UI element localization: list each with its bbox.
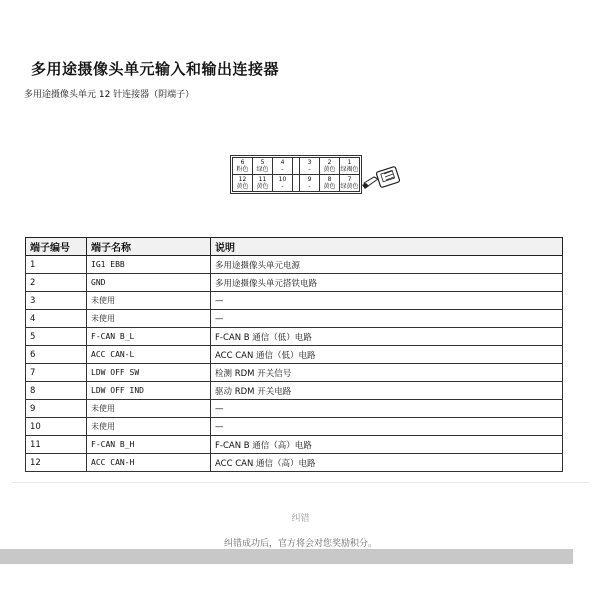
terminal-number: 9	[26, 400, 87, 418]
terminal-description: —	[211, 292, 563, 310]
terminal-name: LDW OFF SW	[87, 364, 211, 382]
table-row	[26, 382, 563, 400]
connector-pin: 11 黄色	[253, 175, 273, 192]
connector-plug-icon	[360, 159, 406, 195]
terminal-description: 多用途摄像头单元搭铁电路	[211, 274, 563, 292]
terminal-description: —	[211, 310, 563, 328]
connector-pin: 2 黄色	[320, 158, 340, 175]
terminal-description: ACC CAN 通信（高）电路	[211, 454, 563, 472]
terminal-description: —	[211, 418, 563, 436]
table-row	[26, 274, 563, 292]
connector-pin: 10 -	[273, 175, 293, 192]
terminal-name: ACC CAN-L	[87, 346, 211, 364]
terminal-description: —	[211, 400, 563, 418]
column-header: 端子编号	[26, 238, 87, 256]
terminal-name: 未使用	[87, 292, 211, 310]
terminal-number: 2	[26, 274, 87, 292]
terminal-number: 7	[26, 364, 87, 382]
connector-key-gap	[293, 158, 300, 175]
terminal-name: 未使用	[87, 418, 211, 436]
bottom-gray-bar	[0, 549, 573, 564]
terminal-description: F-CAN B 通信（低）电路	[211, 328, 563, 346]
terminal-name: F-CAN B_H	[87, 436, 211, 454]
connector-top-row	[233, 158, 360, 175]
page-title: 多用途摄像头单元输入和输出连接器	[31, 60, 280, 78]
terminal-number: 6	[26, 346, 87, 364]
connector-pin: 12 黄色	[233, 175, 253, 192]
terminal-number: 1	[26, 256, 87, 274]
terminal-description: ACC CAN 通信（低）电路	[211, 346, 563, 364]
connector-pin: 6 粉色	[233, 158, 253, 175]
terminal-name: 未使用	[87, 310, 211, 328]
terminal-name: ACC CAN-H	[87, 454, 211, 472]
connector-bottom-row	[233, 175, 360, 192]
page-subtitle: 多用途摄像头单元 12 针连接器（阴端子）	[24, 90, 195, 100]
terminal-name: LDW OFF IND	[87, 382, 211, 400]
terminal-number: 12	[26, 454, 87, 472]
connector-pin: 5 绿色	[253, 158, 273, 175]
terminal-name: IG1 EBB	[87, 256, 211, 274]
table-row	[26, 292, 563, 310]
table-row	[26, 400, 563, 418]
section-divider	[12, 482, 589, 483]
table-row	[26, 256, 563, 274]
terminal-number: 10	[26, 418, 87, 436]
connector-pin: 4 -	[273, 158, 293, 175]
connector-diagram	[230, 155, 362, 194]
table-header-row	[26, 238, 563, 256]
connector-pin: 1 绿褐色	[340, 159, 359, 173]
table-row	[26, 346, 563, 364]
terminal-description: 驱动 RDM 开关电路	[211, 382, 563, 400]
terminal-name: F-CAN B_L	[87, 328, 211, 346]
column-header: 说明	[211, 238, 563, 256]
connector-pin: 3 -	[300, 158, 320, 175]
connector-key-gap	[293, 175, 300, 192]
terminal-description: 多用途摄像头单元电源	[211, 256, 563, 274]
terminal-name: GND	[87, 274, 211, 292]
terminal-description: F-CAN B 通信（高）电路	[211, 436, 563, 454]
table-row	[26, 364, 563, 382]
terminal-name: 未使用	[87, 400, 211, 418]
terminal-number: 3	[26, 292, 87, 310]
terminal-number: 5	[26, 328, 87, 346]
terminal-description: 检测 RDM 开关信号	[211, 364, 563, 382]
table-row	[26, 436, 563, 454]
report-error-link[interactable]: 纠错	[291, 514, 310, 524]
table-row	[26, 328, 563, 346]
terminal-number: 4	[26, 310, 87, 328]
terminal-number: 11	[26, 436, 87, 454]
connector-pin-grid	[232, 157, 360, 192]
connector-pin: 9 -	[300, 175, 320, 192]
connector-pin: 8 黄色	[320, 175, 340, 192]
connector-pin: 7 绿黄色	[340, 176, 359, 190]
table-row	[26, 418, 563, 436]
report-error-note: 纠错成功后，官方将会对您奖励积分。	[223, 539, 377, 549]
column-header: 端子名称	[87, 238, 211, 256]
terminal-table	[25, 237, 563, 472]
terminal-number: 8	[26, 382, 87, 400]
table-row	[26, 454, 563, 472]
table-row	[26, 310, 563, 328]
